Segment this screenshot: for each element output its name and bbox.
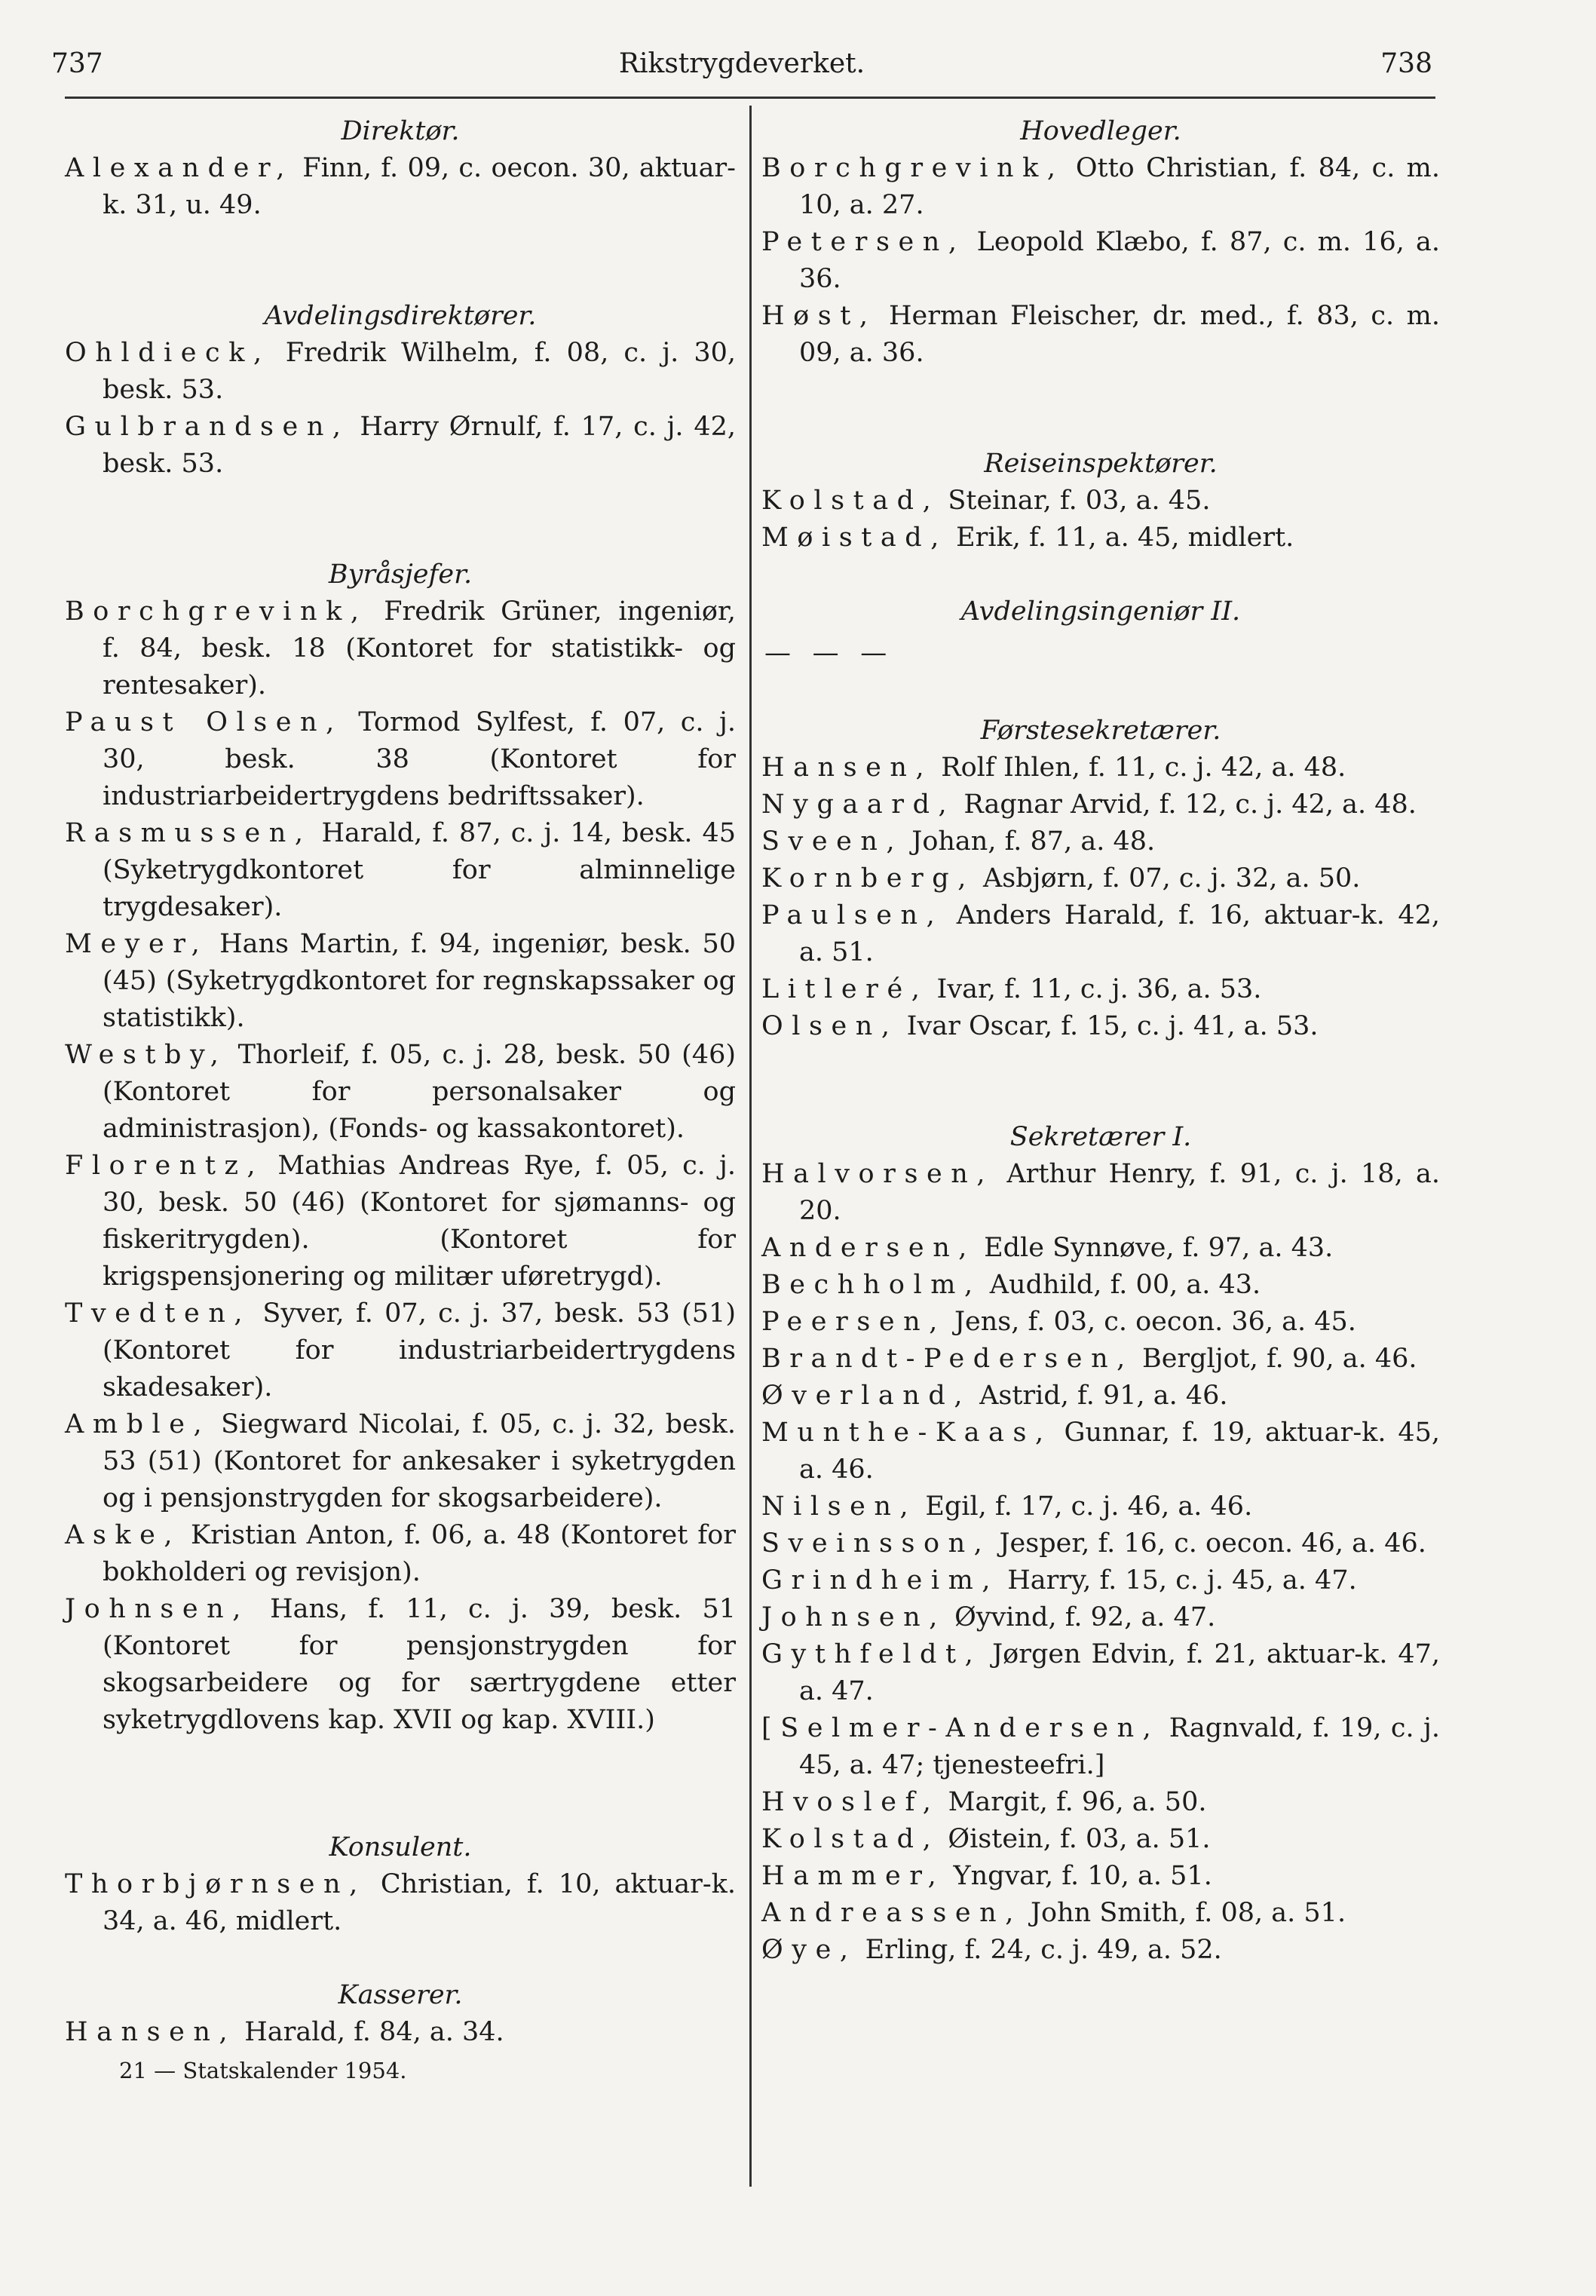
staff-surname: Paulsen, [761, 900, 944, 930]
staff-surname: Borchgrevink, [65, 596, 368, 627]
staff-surname: Thorbjørnsen, [65, 1869, 366, 1899]
section-hovedleger [761, 113, 1440, 372]
staff-entry [761, 971, 1440, 1008]
staff-details: Gunnar, f. 19, aktuar-k. 45, a. 46. [799, 1418, 1440, 1485]
staff-surname: Hammer, [761, 1861, 945, 1891]
section-sekretaerer [761, 1119, 1440, 1969]
staff-entry [761, 1784, 1440, 1821]
staff-surname: Hansen, [761, 753, 933, 783]
running-title: Rikstrygdeverket. [618, 48, 865, 79]
staff-surname: Bechholm, [761, 1270, 982, 1300]
vacancy-dashes: — — — [764, 638, 894, 668]
page-number-right: 738 [1380, 48, 1432, 79]
staff-entry [761, 1341, 1440, 1378]
section-heading: Byråsjefer. [328, 559, 473, 590]
staff-entry [761, 1230, 1440, 1267]
staff-details: Astrid, f. 91, a. 46. [971, 1381, 1228, 1411]
staff-entry [761, 1562, 1440, 1599]
staff-surname: Brandt-Pedersen, [761, 1344, 1134, 1374]
staff-entry [761, 1008, 1440, 1045]
staff-surname: Møistad, [761, 523, 948, 553]
staff-surname: Alexander, [65, 153, 293, 183]
staff-details: Anders Harald, f. 16, aktuar-k. 42, a. 51. [799, 900, 1440, 967]
left-column [65, 113, 736, 2086]
staff-surname: [Selmer-Andersen, [761, 1713, 1160, 1743]
staff-surname: Meyer, [65, 929, 209, 959]
section-direktor [65, 113, 736, 224]
staff-entry [761, 1378, 1440, 1415]
staff-entry [761, 1415, 1440, 1488]
staff-entry [761, 1821, 1440, 1858]
staff-details: Arthur Henry, f. 91, c. j. 18, a. 20. [799, 1159, 1440, 1226]
staff-entry [761, 1932, 1440, 1969]
staff-entry [65, 1148, 736, 1295]
staff-entry [761, 1525, 1440, 1562]
staff-details: Egil, f. 17, c. j. 46, a. 46. [917, 1491, 1253, 1522]
staff-details: Edle Synnøve, f. 97, a. 43. [975, 1233, 1334, 1263]
staff-entry [761, 520, 1440, 556]
staff-details: Syver, f. 07, c. j. 37, besk. 53 (51) (Kontoret for industriarbeidertrygdens skadesaker). [103, 1298, 736, 1402]
staff-details: Kristian Anton, f. 06, a. 48 (Kontoret for bokholderi og revisjon). [103, 1520, 736, 1587]
staff-entry [761, 1156, 1440, 1230]
staff-surname: Kolstad, [761, 486, 940, 516]
staff-surname: Høst, [761, 301, 877, 331]
staff-details: Jørgen Edvin, f. 21, aktuar-k. 47, a. 47. [799, 1639, 1440, 1706]
staff-details: Finn, f. 09, c. oecon. 30, aktuar-k. 31, u. 49. [103, 153, 736, 220]
staff-details: Christian, f. 10, aktuar-k. 34, a. 46, midlert. [103, 1869, 736, 1936]
staff-entry [761, 150, 1440, 224]
staff-surname: Johnsen, [761, 1602, 946, 1632]
staff-entry [65, 409, 736, 483]
column-divider [749, 106, 752, 2187]
staff-surname: Olsen, [761, 1011, 899, 1041]
staff-surname: Grindheim, [761, 1565, 1000, 1596]
right-column [761, 113, 1440, 1969]
staff-details: Harald, f. 84, a. 34. [236, 2017, 504, 2047]
section-heading: Direktør. [341, 116, 460, 146]
staff-entry [65, 926, 736, 1037]
staff-entry [65, 335, 736, 409]
staff-details: Hans Martin, f. 94, ingeniør, besk. 50 (45) (Syketrygdkontoret for regnskapssaker og statistikk). [103, 929, 736, 1033]
page-footer: 21 — Statskalender 1954. [119, 2058, 407, 2083]
staff-entry [761, 224, 1440, 298]
staff-surname: Johnsen, [65, 1594, 250, 1624]
staff-details: Ragnvald, f. 19, c. j. 45, a. 47; tjenesteefri.] [799, 1713, 1440, 1780]
staff-details: Øistein, f. 03, a. 51. [939, 1824, 1211, 1854]
section-heading: Kasserer. [338, 1980, 463, 2010]
staff-entry [761, 483, 1440, 520]
staff-surname: Gulbrandsen, [65, 412, 350, 442]
staff-details: Yngvar, f. 10, a. 51. [945, 1861, 1212, 1891]
staff-surname: Hansen, [65, 2017, 237, 2047]
section-heading: Avdelingsdirektører. [264, 301, 537, 331]
staff-details: Audhild, f. 00, a. 43. [981, 1270, 1261, 1300]
staff-entry [761, 1599, 1440, 1636]
section-avdelingsingenior [761, 593, 1440, 676]
staff-surname: Litleré, [761, 974, 929, 1004]
section-heading: Avdelingsingeniør II. [960, 596, 1241, 627]
staff-entry [761, 298, 1440, 372]
staff-surname: Nygaard, [761, 789, 956, 820]
staff-surname: Westby, [65, 1040, 228, 1070]
staff-entry [65, 1406, 736, 1517]
staff-details: Steinar, f. 03, a. 45. [939, 486, 1211, 516]
staff-entry [65, 1517, 736, 1591]
staff-surname: Kolstad, [761, 1824, 940, 1854]
staff-surname: Sveinsson, [761, 1528, 991, 1559]
staff-details: John Smith, f. 08, a. 51. [1022, 1898, 1346, 1928]
staff-entry [761, 1488, 1440, 1525]
section-heading: Sekretærer I. [1009, 1122, 1192, 1152]
staff-details: Jens, f. 03, c. oecon. 36, a. 45. [945, 1307, 1356, 1337]
staff-details: Harald, f. 87, c. j. 14, besk. 45 (Syketrygdkontoret for alminnelige trygdesaker). [103, 818, 736, 922]
staff-entry [65, 1591, 736, 1739]
staff-entry [761, 1710, 1440, 1784]
staff-details: Johan, f. 87, a. 48. [903, 826, 1156, 857]
section-reiseinspektorer [761, 446, 1440, 556]
staff-details: Asbjørn, f. 07, c. j. 32, a. 50. [974, 863, 1361, 894]
section-avdelingsdirektorer [65, 298, 736, 483]
staff-details: Tormod Sylfest, f. 07, c. j. 30, besk. 38 (Kontoret for industriarbeidertrygdens bedriftssaker). [103, 707, 737, 811]
staff-entry [761, 1304, 1440, 1341]
staff-entry [65, 815, 736, 926]
staff-details: Øyvind, f. 92, a. 47. [945, 1602, 1216, 1632]
staff-details: Margit, f. 96, a. 50. [939, 1787, 1207, 1817]
staff-entry [65, 2014, 736, 2051]
section-heading: Hovedleger. [1020, 116, 1181, 146]
staff-details: Bergljot, f. 90, a. 46. [1133, 1344, 1417, 1374]
staff-surname: Andreassen, [761, 1898, 1022, 1928]
staff-details: Leopold Klæbo, f. 87, c. m. 16, a. 36. [799, 227, 1440, 294]
staff-details: Siegward Nicolai, f. 05, c. j. 32, besk. 53 (51) (Kontoret for ankesaker i syketrygden og i pensjonstrygden for skogsarbeidere). [103, 1409, 736, 1513]
staff-surname: Kornberg, [761, 863, 975, 894]
staff-surname: Florentz, [65, 1151, 265, 1181]
staff-entry [761, 1636, 1440, 1710]
staff-details: Hans, f. 11, c. j. 39, besk. 51 (Kontoret for pensjonstrygden for skogsarbeidere og for særtrygdene etter syketrygdlovens kap. XVII og kap. XVIII.) [103, 1594, 736, 1735]
staff-entry [65, 150, 736, 224]
staff-surname: Hvoslef, [761, 1787, 940, 1817]
staff-details: Otto Christian, f. 84, c. m. 10, a. 27. [799, 153, 1440, 220]
staff-entry [761, 786, 1440, 823]
staff-surname: Tvedten, [65, 1298, 252, 1329]
staff-details: Ivar Oscar, f. 15, c. j. 41, a. 53. [898, 1011, 1319, 1041]
staff-surname: Sveen, [761, 826, 904, 857]
section-kasserer [65, 1977, 736, 2051]
staff-details: Fredrik Wilhelm, f. 08, c. j. 30, besk. 53. [103, 338, 736, 405]
staff-surname: Ohldieck, [65, 338, 271, 368]
staff-entry [65, 1295, 736, 1406]
staff-surname: Rasmussen, [65, 818, 312, 848]
staff-entry [65, 1866, 736, 1940]
staff-details: Thorleif, f. 05, c. j. 28, besk. 50 (46) (Kontoret for personalsaker og administrasjon), (Fonds- og kassakontoret). [103, 1040, 736, 1144]
staff-surname: Halvorsen, [761, 1159, 994, 1189]
staff-details: Erling, f. 24, c. j. 49, a. 52. [856, 1935, 1222, 1965]
staff-surname: Aske, [65, 1520, 182, 1550]
section-forstesekretaerer [761, 713, 1440, 1045]
staff-entry [761, 749, 1440, 786]
staff-surname: Borchgrevink, [761, 153, 1065, 183]
staff-entry [761, 860, 1440, 897]
staff-details: Ragnar Arvid, f. 12, c. j. 42, a. 48. [955, 789, 1417, 820]
staff-surname: Paust Olsen, [65, 707, 343, 737]
staff-details: Rolf Ihlen, f. 11, c. j. 42, a. 48. [933, 753, 1346, 783]
staff-entry [761, 1895, 1440, 1932]
section-byrasjefer [65, 556, 736, 1739]
staff-surname: Gythfeldt, [761, 1639, 982, 1669]
section-heading: Konsulent. [329, 1832, 472, 1862]
staff-details: Harry Ørnulf, f. 17, c. j. 42, besk. 53. [103, 412, 736, 479]
staff-details: Ivar, f. 11, c. j. 36, a. 53. [928, 974, 1262, 1004]
staff-entry [761, 1858, 1440, 1895]
staff-surname: Øverland, [761, 1381, 971, 1411]
staff-surname: Munthe-Kaas, [761, 1418, 1052, 1448]
staff-entry [761, 897, 1440, 971]
staff-entry [65, 704, 736, 815]
section-heading: Reiseinspektører. [984, 449, 1218, 479]
header-rule [65, 97, 1435, 99]
staff-entry [761, 823, 1440, 860]
staff-details: Erik, f. 11, a. 45, midlert. [947, 523, 1294, 553]
staff-surname: Amble, [65, 1409, 211, 1439]
staff-entry [65, 1037, 736, 1148]
staff-details: Mathias Andreas Rye, f. 05, c. j. 30, besk. 50 (46) (Kontoret for sjømanns- og fiskeritrygden). (Kontoret for krigspensjonering og militær uføretrygd). [103, 1151, 736, 1292]
staff-entry [65, 593, 736, 704]
section-konsulent [65, 1829, 736, 1940]
staff-surname: Andersen, [761, 1233, 976, 1263]
staff-surname: Petersen, [761, 227, 966, 257]
staff-surname: Øye, [761, 1935, 857, 1965]
staff-details: Jesper, f. 16, c. oecon. 46, a. 46. [991, 1528, 1426, 1559]
staff-surname: Nilsen, [761, 1491, 917, 1522]
page-number-left: 737 [51, 48, 103, 79]
page-header [51, 41, 1432, 87]
staff-surname: Peersen, [761, 1307, 946, 1337]
section-heading: Førstesekretærer. [980, 716, 1221, 746]
staff-details: Harry, f. 15, c. j. 45, a. 47. [999, 1565, 1357, 1596]
staff-details: Fredrik Grüner, ingeniør, f. 84, besk. 18 (Kontoret for statistikk- og rentesaker). [103, 596, 736, 700]
staff-details: Herman Fleischer, dr. med., f. 83, c. m. 09, a. 36. [799, 301, 1440, 368]
staff-entry [761, 1267, 1440, 1304]
